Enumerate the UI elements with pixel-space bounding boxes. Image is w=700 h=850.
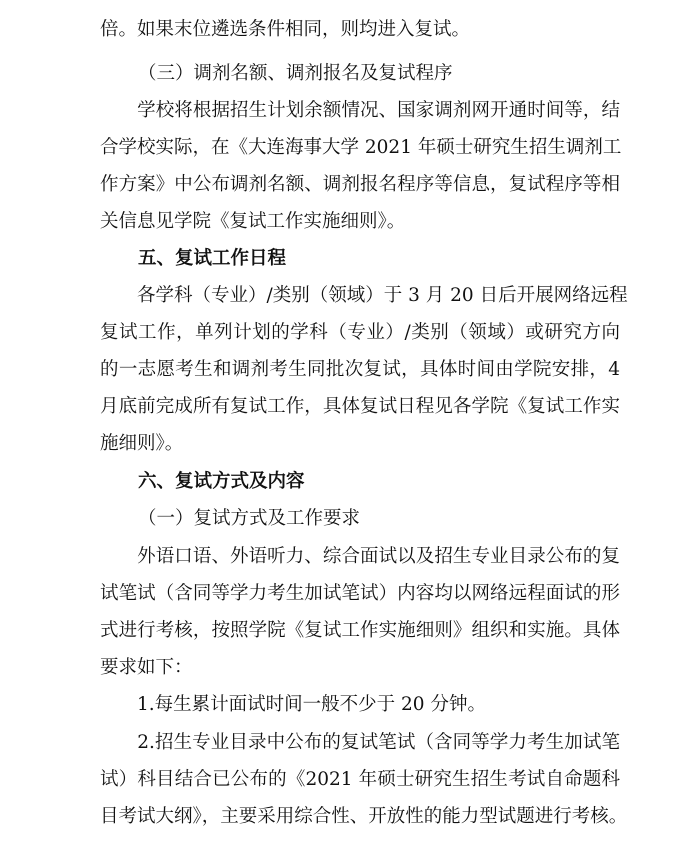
paragraph-line: 试笔试（含同等学力考生加试笔试）内容均以网络远程面试的形 [100, 583, 620, 604]
list-item-line: 目考试大纲》，主要采用综合性、开放性的能力型试题进行考核。 [100, 806, 628, 827]
paragraph-line: 复试工作，单列计划的学科（专业）/类别（领域）或研究方向 [100, 322, 620, 343]
list-item-line: 试）科目结合已公布的《2021 年硕士研究生招生考试自命题科 [100, 769, 620, 790]
paragraph-line: 要求如下： [100, 657, 193, 678]
paragraph-line: 作方案》中公布调剂名额、调剂报名程序等信息，复试程序等相 [100, 174, 620, 195]
paragraph-line: 各学科（专业）/类别（领域）于 3 月 20 日后开展网络远程 [100, 285, 628, 306]
list-item-line: 1.每生累计面试时间一般不少于 20 分钟。 [100, 694, 486, 715]
subsection-title-adjustment: （三）调剂名额、调剂报名及复试程序 [138, 63, 453, 84]
paragraph-line: 式进行考核，按照学院《复试工作实施细则》组织和实施。具体 [100, 620, 620, 641]
paragraph-line: 关信息见学院《复试工作实施细则》。 [100, 211, 406, 232]
paragraph-line: 倍。如果末位遴选条件相同，则均进入复试。 [100, 19, 471, 40]
list-item-line: 2.招生专业目录中公布的复试笔试（含同等学力考生加试笔 [100, 732, 620, 753]
paragraph-line: 月底前完成所有复试工作，具体复试日程见各学院《复试工作实 [100, 396, 620, 417]
paragraph-line: 施细则》。 [100, 433, 184, 454]
subsection-title-method: （一）复试方式及工作要求 [138, 508, 361, 529]
paragraph-line: 合学校实际，在《大连海事大学 2021 年硕士研究生招生调剂工 [100, 137, 622, 158]
paragraph-line: 的一志愿考生和调剂考生同批次复试，具体时间由学院安排，4 [100, 359, 620, 380]
paragraph-line: 学校将根据招生计划余额情况、国家调剂网开通时间等，结 [100, 100, 620, 121]
section-heading-method: 六、复试方式及内容 [138, 471, 305, 492]
paragraph-line: 外语口语、外语听力、综合面试以及招生专业目录公布的复 [100, 546, 620, 567]
section-heading-schedule: 五、复试工作日程 [138, 248, 287, 269]
